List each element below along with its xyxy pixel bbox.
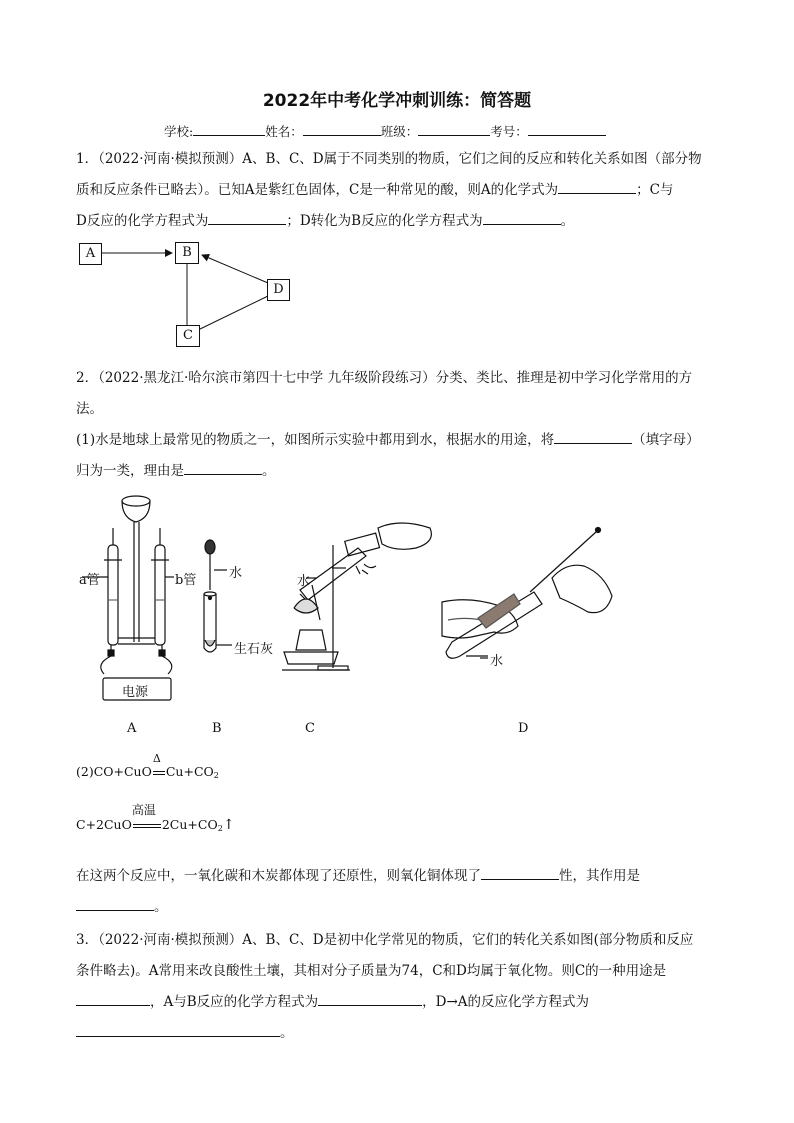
name-blank[interactable]	[303, 121, 381, 136]
q2-p1-end: 。	[262, 463, 276, 479]
name-label: 姓名：	[265, 124, 303, 139]
q3-blank-ab-equation[interactable]	[318, 991, 422, 1006]
dropper-test-tube	[204, 540, 232, 652]
q2-p1-hint: （填字母）	[632, 432, 700, 448]
q2-blank-letters[interactable]	[554, 429, 632, 444]
label-b-tube: b管	[175, 573, 197, 588]
class-label: 班级：	[380, 124, 419, 139]
student-info-line	[164, 121, 606, 140]
caption-b: B	[212, 721, 222, 736]
q2-blank-function[interactable]	[76, 896, 154, 911]
q3-line3-mid: ，D→A的反应化学方程式为	[422, 994, 590, 1010]
q2-p2-end: 。	[154, 899, 168, 915]
q1-line2-tail: ；C与	[636, 182, 674, 198]
line-c-d	[198, 296, 268, 330]
caption-d: D	[518, 721, 529, 736]
heating-setup	[282, 523, 431, 670]
q1-blank-cd-equation[interactable]	[208, 210, 286, 225]
q2-blank-reason[interactable]	[184, 460, 262, 475]
node-c: C	[176, 325, 200, 347]
arrow-d-to-b	[202, 255, 268, 283]
q1-line2	[76, 178, 673, 198]
equation-c-cuo	[76, 803, 235, 833]
eq1-reactants: (2)CO+CuO	[76, 764, 152, 779]
q1-blank-db-equation[interactable]	[483, 210, 561, 225]
q3-line2: 条件略去)。A常用来改良酸性土壤，其相对分子质量为74，C和D均属于氧化物。则C的一种用途是	[76, 963, 667, 979]
q2-p2-mid: 性，其作用是	[559, 868, 640, 884]
q3-line3	[76, 990, 589, 1010]
class-blank[interactable]	[418, 121, 490, 136]
q1-line3-end: 。	[560, 213, 575, 229]
node-d: D	[267, 279, 290, 301]
q1-line3-mid: ；D转化为B反应的化学方程式为	[286, 213, 483, 229]
label-power-supply: 电源	[122, 685, 149, 700]
q2-line2: 法。	[76, 401, 103, 417]
q2-p1-text: (1)水是地球上最常见的物质之一，如图所示实验中都用到水，根据水的用途，将	[76, 432, 555, 448]
q2-part1-line2	[76, 459, 276, 479]
q2-line1: 2．（2022·黑龙江·哈尔滨市第四十七中学 九年级阶段练习）分类、类比、推理是初中学习化学常用的方	[76, 370, 693, 386]
q3-line4-end: 。	[280, 1025, 294, 1041]
eq2-gas-arrow: ↑	[222, 817, 235, 833]
q3-line4	[76, 1021, 294, 1041]
eq1-heat-symbol: Δ	[152, 752, 161, 765]
equation-co-cuo	[76, 752, 219, 780]
node-b: B	[175, 242, 199, 264]
number-label: 考号：	[490, 124, 528, 139]
label-water-b: 水	[229, 566, 243, 581]
eq2-high-temp: 高温	[131, 803, 156, 817]
q1-blank-a-formula[interactable]	[558, 179, 636, 194]
q2-p1-reason-text: 归为一类，理由是	[76, 463, 184, 479]
q2-p2-text: 在这两个反应中，一氧化碳和木炭都体现了还原性，则氧化铜体现了	[76, 868, 481, 884]
node-a: A	[79, 243, 102, 265]
q2-blank-property[interactable]	[481, 865, 559, 880]
q3-blank-c-use[interactable]	[76, 991, 150, 1006]
q1-line2-text: 质和反应条件已略去）。已知A是紫红色固体，C是一种常见的酸，则A的化学式为	[76, 182, 559, 198]
label-water-c: 水	[297, 574, 311, 589]
label-water-d: 水	[490, 654, 504, 669]
eq2-products: 2Cu+CO	[161, 817, 218, 832]
page-title: 2022年中考化学冲刺训练：简答题	[262, 91, 532, 111]
q3-line3-text: ，A与B反应的化学方程式为	[150, 994, 319, 1010]
school-label: 学校:	[164, 124, 194, 139]
q3-blank-da-equation[interactable]	[76, 1022, 280, 1037]
caption-c: C	[305, 721, 315, 736]
q2-part2-line2	[76, 895, 168, 915]
caption-a: A	[127, 721, 137, 736]
eq2-reactants: C+2CuO	[76, 817, 132, 832]
q2-part2-line1	[76, 864, 640, 884]
hands-test-tube	[442, 528, 612, 659]
eq1-products: Cu+CO	[165, 764, 214, 779]
number-blank[interactable]	[528, 121, 606, 136]
q1-line3-text: D反应的化学方程式为	[76, 213, 209, 229]
q2-part1-line1	[76, 428, 700, 448]
eq1-subscript: 2	[213, 771, 219, 780]
eq2-condition	[131, 803, 162, 832]
eq2-subscript: 2	[217, 824, 223, 833]
q3-line1: 3．（2022·河南·模拟预测）A、B、C、D是初中化学常见的物质，它们的转化关系如图(部分物质和反应	[76, 932, 694, 948]
school-blank[interactable]	[193, 121, 265, 136]
electrolysis-apparatus	[82, 496, 174, 700]
q1-line3	[76, 209, 574, 229]
label-quicklime: 生石灰	[234, 642, 274, 657]
eq1-condition	[152, 752, 166, 779]
q1-line1: 1．（2022·河南·模拟预测）A、B、C、D属于不同类别的物质，它们之间的反应和转化关系如图（部分物	[76, 151, 702, 167]
label-a-tube: a管	[79, 573, 100, 588]
